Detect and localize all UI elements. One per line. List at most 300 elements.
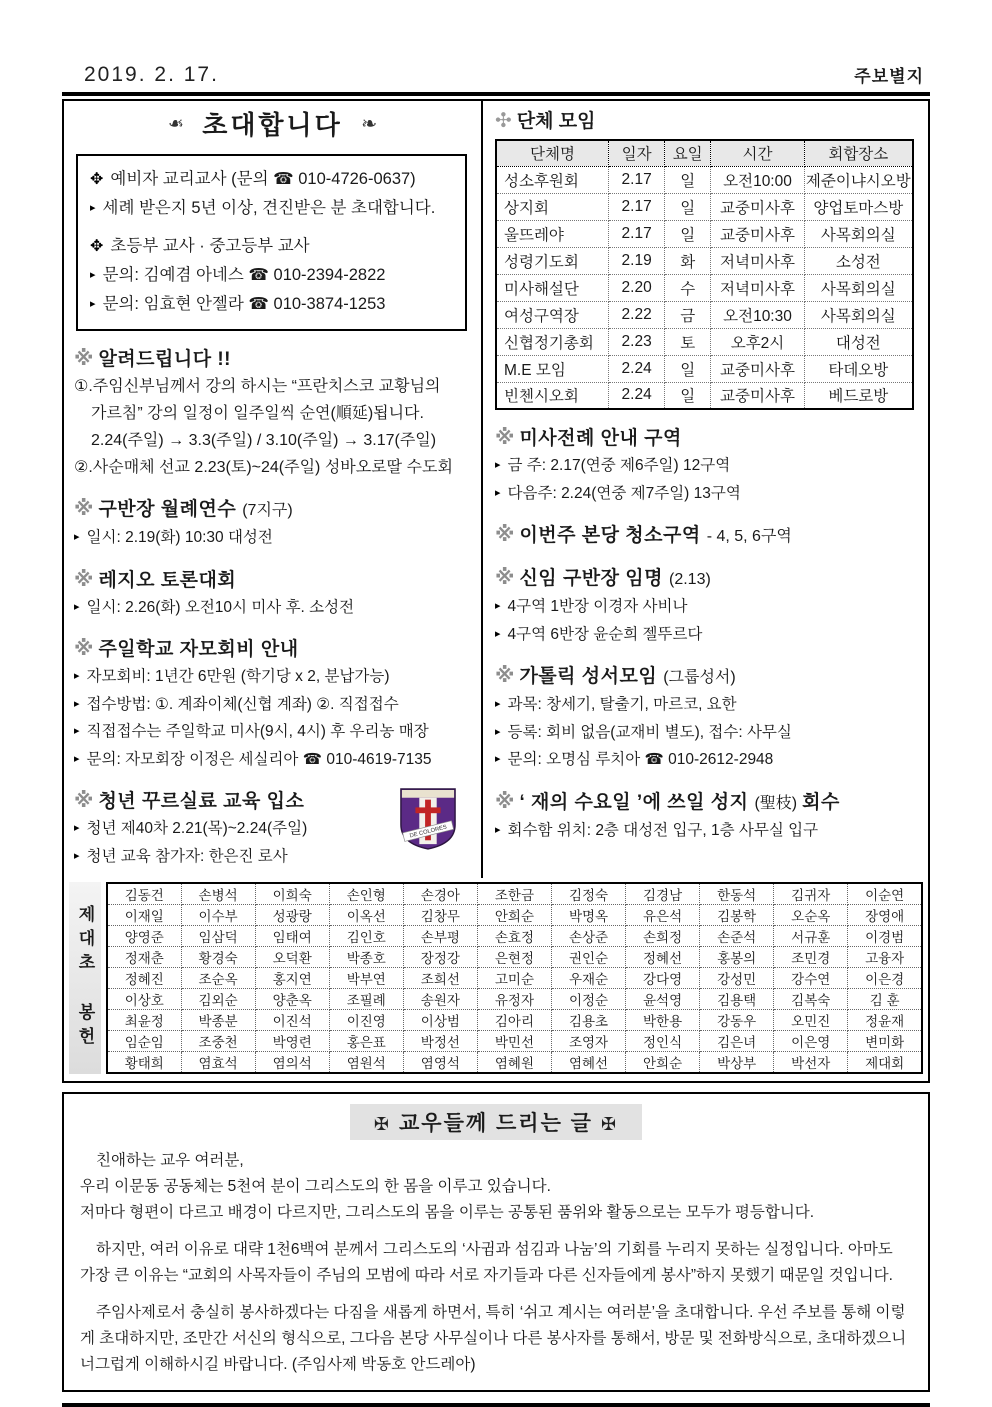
bullet-text: 회수함 위치: 2층 대성전 입구, 1층 사무실 입구 <box>507 821 819 839</box>
meetings-title: 단체 모임 <box>516 111 596 132</box>
table-cell: 김용택 <box>700 989 774 1010</box>
section-title: 가톨릭 성서모임 <box>519 666 658 687</box>
triangle-bullet-icon: ▸ <box>495 486 501 499</box>
table-cell: 이정순 <box>551 989 625 1010</box>
bullet-line <box>74 594 471 622</box>
table-cell: 김복숙 <box>774 989 848 1010</box>
letter-paragraph: 주임사제로서 충실히 봉사하겠다는 다짐을 새롭게 하면서, 특히 ‘쉬고 계시는 여러분’을 초대합니다. 우선 주보를 통해 이렇게 초대하지만, 조만간 서신의 형식으로, 그다음 본당 사무실이나 다른 봉사자를 통해서, 방문 및 전화방식으로, 초대하겠으니 너그럽게 이해하시길 바랍니다. (주임사제 박동호 안드레아) <box>80 1304 907 1373</box>
notice-line: 가르침” 강의 일정이 일주일씩 순연(順延)됩니다. <box>91 405 424 422</box>
triangle-bullet-icon: ▸ <box>90 298 96 310</box>
letter-paragraph: 하지만, 여러 이유로 대략 1천6백여 분께서 그리스도의 ‘사귐과 섬김과 나눔’의 기회를 누리지 못하는 실정입니다. 아마도 가장 큰 이유는 “교회의 사목자들이 주님의 모범에 따라 서로 자기들과 다른 신자들에게 봉사”하지 못했기 때문일 것입니다. <box>80 1241 893 1284</box>
table-cell: 이경범 <box>848 926 922 947</box>
table-cell: 양업토마스방 <box>804 193 912 220</box>
bullet-text: 다음주: 2.24(연중 제7주일) 13구역 <box>507 484 741 502</box>
reference-mark-icon: ※ <box>74 498 94 520</box>
table-cell: 임태여 <box>255 926 329 947</box>
table-cell: 일 <box>665 382 711 409</box>
table-row <box>496 247 913 274</box>
table-cell: 이희숙 <box>255 883 329 905</box>
table-row <box>496 301 913 328</box>
maltese-cross-icon: ✠ <box>600 1114 619 1134</box>
table-cell: 고융자 <box>848 947 922 968</box>
triangle-bullet-icon: ▸ <box>74 600 80 613</box>
column-header: 요일 <box>665 140 711 166</box>
bullet-text: 4구역 6반장 윤순희 젤뚜르다 <box>507 625 703 643</box>
table-cell: 조중천 <box>181 1031 255 1052</box>
table-cell: 김동건 <box>107 883 181 905</box>
letter-paragraph: 저마다 형편이 다르고 배경이 다르지만, 그리스도의 몸을 이루는 공통된 품위와 활동으로는 모두가 평등합니다. <box>80 1204 815 1221</box>
section-new-leaders <box>495 565 918 648</box>
table-cell: 손효정 <box>477 926 551 947</box>
table-cell: 일 <box>665 355 711 382</box>
invitation-box <box>76 154 467 331</box>
table-cell: 이상범 <box>403 1010 477 1031</box>
table-cell: 박한용 <box>626 1010 700 1031</box>
section-title: 레지오 토론대회 <box>98 569 237 591</box>
table-cell: 이재일 <box>107 905 181 926</box>
section-title: 구반장 월례연수 <box>98 499 237 520</box>
section-notice <box>74 346 471 481</box>
table-cell: 사목회의실 <box>804 301 912 328</box>
table-cell: 정인식 <box>626 1031 700 1052</box>
section-title: 알려드립니다 !! <box>98 349 232 370</box>
table-cell: 김외순 <box>181 989 255 1010</box>
bullet-text: 접수방법: ①. 계좌이체(신협 계좌) ②. 직접접수 <box>86 695 399 713</box>
table-cell: 임삼덕 <box>181 926 255 947</box>
table-cell: 손준석 <box>700 926 774 947</box>
table-cell: 이진석 <box>255 1010 329 1031</box>
table-cell: 이수부 <box>181 905 255 926</box>
bullet-line <box>74 691 471 719</box>
invitation-item-text: 초등부 교사 · 중고등부 교사 <box>110 237 310 255</box>
table-row <box>107 1052 922 1074</box>
triangle-bullet-icon: ▸ <box>74 752 80 765</box>
table-cell: 김인호 <box>329 926 403 947</box>
quatrefoil-cross-icon: ✣ <box>495 110 512 132</box>
table-cell: 제대회 <box>848 1052 922 1074</box>
table-cell: 김아리 <box>477 1010 551 1031</box>
bullet-line <box>495 593 918 621</box>
section-palm-collection <box>495 789 918 845</box>
table-cell: 미사해설단 <box>496 274 609 301</box>
column-header: 시간 <box>711 140 805 166</box>
table-cell: 오덕환 <box>255 947 329 968</box>
table-cell: 김용초 <box>551 1010 625 1031</box>
table-cell: 2.22 <box>609 301 665 328</box>
table-cell: 오전10:30 <box>711 301 805 328</box>
table-cell: 박종분 <box>181 1010 255 1031</box>
table-cell: 성령기도회 <box>496 247 609 274</box>
table-cell: 박상부 <box>700 1052 774 1074</box>
section-bible-group <box>495 663 918 774</box>
invitation-title: 초대합니다 <box>202 110 343 140</box>
table-cell: 이은영 <box>774 1031 848 1052</box>
table-cell: 박선자 <box>774 1052 848 1074</box>
table-cell: 소성전 <box>804 247 912 274</box>
table-cell: 이진영 <box>329 1010 403 1031</box>
triangle-bullet-icon: ▸ <box>74 697 80 710</box>
triangle-bullet-icon: ▸ <box>74 531 80 543</box>
table-cell: 임순임 <box>107 1031 181 1052</box>
table-cell: 정혜진 <box>107 968 181 989</box>
table-row <box>107 926 922 947</box>
table-cell: 유정자 <box>477 989 551 1010</box>
table-cell: 홍봉의 <box>700 947 774 968</box>
column-header: 일자 <box>609 140 665 166</box>
table-cell: 변미화 <box>848 1031 922 1052</box>
table-cell: 손희정 <box>626 926 700 947</box>
table-row <box>107 1010 922 1031</box>
table-cell: 오순옥 <box>774 905 848 926</box>
table-cell: 성광랑 <box>255 905 329 926</box>
table-cell: 2.24 <box>609 355 665 382</box>
reference-mark-icon: ※ <box>495 790 515 813</box>
section-mass-guide-zone <box>495 425 918 507</box>
table-cell: 조영자 <box>551 1031 625 1052</box>
table-cell: 금 <box>665 301 711 328</box>
triangle-bullet-icon: ▸ <box>74 849 80 862</box>
section-title: 청년 꾸르실료 교육 입소 <box>98 791 305 812</box>
bullet-line <box>495 719 918 747</box>
reference-mark-icon: ※ <box>495 427 515 449</box>
section-suffix: (2.13) <box>669 571 711 588</box>
table-cell: 수 <box>665 274 711 301</box>
table-cell: 서규훈 <box>774 926 848 947</box>
floral-ornament-icon: ❧ <box>361 114 378 135</box>
table-cell: 화 <box>665 247 711 274</box>
table-cell: 신협정기총회 <box>496 328 609 355</box>
table-row <box>496 328 913 355</box>
reference-mark-icon: ※ <box>74 790 94 812</box>
table-cell: 김정숙 <box>551 883 625 905</box>
column-header: 회합장소 <box>804 140 912 166</box>
bullet-line <box>495 817 918 845</box>
table-row <box>107 968 922 989</box>
table-row <box>107 1031 922 1052</box>
triangle-bullet-icon: ▸ <box>90 202 96 214</box>
table-cell: 조희선 <box>403 968 477 989</box>
table-row <box>496 220 913 247</box>
section-suffix: (그룹성서) <box>663 669 736 686</box>
table-cell: 손병석 <box>181 883 255 905</box>
header-double-rule <box>62 92 930 96</box>
triangle-bullet-icon: ▸ <box>495 459 501 471</box>
triangle-bullet-icon: ▸ <box>90 269 96 281</box>
invitation-item <box>90 290 457 319</box>
table-cell: 교중미사후 <box>711 220 805 247</box>
altar-offering-label-text: 제대초 봉헌 <box>75 905 95 1051</box>
table-cell: 토 <box>665 328 711 355</box>
table-cell: 오전10:00 <box>711 166 805 193</box>
triangle-bullet-icon: ▸ <box>495 627 501 640</box>
letter-section <box>62 1092 930 1392</box>
bullet-line <box>74 718 471 746</box>
table-cell: 조한금 <box>477 883 551 905</box>
table-cell: 사목회의실 <box>804 274 912 301</box>
reference-mark-icon: ※ <box>495 665 515 687</box>
table-cell: 정윤재 <box>848 1010 922 1031</box>
table-cell: 2.20 <box>609 274 665 301</box>
table-cell: 저녁미사후 <box>711 247 805 274</box>
table-cell: 일 <box>665 220 711 247</box>
diamond-cross-icon: ✥ <box>90 238 104 255</box>
table-cell: 베드로방 <box>804 382 912 409</box>
column-header: 단체명 <box>496 140 609 166</box>
invitation-item-text: 문의: 임효현 안젤라 ☎ 010-3874-1253 <box>102 295 386 313</box>
section-title: 미사전례 안내 구역 <box>519 428 682 449</box>
maltese-cross-icon: ✠ <box>373 1114 392 1134</box>
meetings-title-row <box>495 107 918 136</box>
table-cell: 상지회 <box>496 193 609 220</box>
table-cell: 고미순 <box>477 968 551 989</box>
invitation-item <box>90 165 457 194</box>
letter-paragraph: 우리 이문동 공동체는 5천여 분이 그리스도의 한 몸을 이루고 있습니다. <box>80 1178 551 1195</box>
letter-title-row <box>80 1104 912 1140</box>
bullet-line <box>74 524 471 552</box>
invitation-title-row <box>74 108 471 147</box>
svg-text:DE COLORES: DE COLORES <box>409 824 448 840</box>
cursillo-crest-icon <box>399 786 457 857</box>
table-row <box>107 989 922 1010</box>
table-cell: 윤석영 <box>626 989 700 1010</box>
table-cell: 한동석 <box>700 883 774 905</box>
reference-mark-icon: ※ <box>74 348 94 370</box>
bullet-text: 청년 교육 참가자: 한은진 로사 <box>86 847 288 865</box>
main-content-box <box>62 99 930 1083</box>
section-title: 이번주 본당 청소구역 <box>519 525 701 546</box>
table-cell: 박민선 <box>477 1031 551 1052</box>
table-cell: 김 훈 <box>848 989 922 1010</box>
table-cell: 박명옥 <box>551 905 625 926</box>
triangle-bullet-icon: ▸ <box>495 698 501 710</box>
table-cell: 염영석 <box>403 1052 477 1074</box>
table-cell: 정혜선 <box>626 947 700 968</box>
table-cell: 여성구역장 <box>496 301 609 328</box>
table-cell: M.E 모임 <box>496 355 609 382</box>
table-cell: 울뜨레야 <box>496 220 609 247</box>
invitation-item <box>90 261 457 290</box>
section-suffix: - 4, 5, 6구역 <box>706 528 792 545</box>
section-title: 주일학교 자모회비 안내 <box>98 639 299 660</box>
table-cell: 강성민 <box>700 968 774 989</box>
group-meetings-table <box>495 139 914 410</box>
table-cell: 빈첸시오회 <box>496 382 609 409</box>
two-column-area <box>64 101 928 878</box>
invitation-item <box>90 194 457 223</box>
table-cell: 권인순 <box>551 947 625 968</box>
section-title-end: 회수 <box>802 791 840 813</box>
bullet-text: 문의: 오명심 루치아 ☎ 010-2612-2948 <box>507 751 774 768</box>
table-cell: 염혜원 <box>477 1052 551 1074</box>
table-cell: 김귀자 <box>774 883 848 905</box>
table-cell: 박부연 <box>329 968 403 989</box>
table-cell: 일 <box>665 166 711 193</box>
right-column <box>483 101 928 878</box>
table-cell: 교중미사후 <box>711 382 805 409</box>
table-cell: 김창무 <box>403 905 477 926</box>
table-cell: 홍지연 <box>255 968 329 989</box>
table-cell: 손경아 <box>403 883 477 905</box>
altar-offering-names-table <box>106 882 923 1074</box>
table-cell: 안희순 <box>477 905 551 926</box>
table-cell: 일 <box>665 193 711 220</box>
triangle-bullet-icon: ▸ <box>495 823 501 836</box>
table-cell: 황태희 <box>107 1052 181 1074</box>
bullet-line <box>495 480 918 508</box>
bullet-text: 일시: 2.26(화) 오전10시 미사 후. 소성전 <box>86 598 355 616</box>
table-cell: 박종호 <box>329 947 403 968</box>
table-cell: 김은녀 <box>700 1031 774 1052</box>
table-cell: 장정강 <box>403 947 477 968</box>
table-cell: 성소후원회 <box>496 166 609 193</box>
bullet-text: 문의: 자모회장 이정은 세실리아 ☎ 010-4619-7135 <box>86 750 432 768</box>
table-cell: 박영련 <box>255 1031 329 1052</box>
table-cell: 양춘옥 <box>255 989 329 1010</box>
table-cell: 2.19 <box>609 247 665 274</box>
table-cell: 염의석 <box>255 1052 329 1074</box>
table-cell: 홍은표 <box>329 1031 403 1052</box>
table-cell: 교중미사후 <box>711 193 805 220</box>
reference-mark-icon: ※ <box>495 524 515 546</box>
section-legio-debate <box>74 567 471 622</box>
table-cell: 황경숙 <box>181 947 255 968</box>
letter-title-highlight <box>350 1104 642 1140</box>
table-cell: 2.23 <box>609 328 665 355</box>
table-cell: 유은석 <box>626 905 700 926</box>
triangle-bullet-icon: ▸ <box>495 753 501 765</box>
table-cell: 박정선 <box>403 1031 477 1052</box>
bullet-text: 자모회비: 1년간 6만원 (학기당 x 2, 분납가능) <box>86 668 390 685</box>
altar-offering-label <box>69 882 101 1074</box>
reference-mark-icon: ※ <box>74 568 94 591</box>
table-cell: 2.17 <box>609 166 665 193</box>
table-cell: 이순연 <box>848 883 922 905</box>
table-cell: 손부평 <box>403 926 477 947</box>
table-cell: 대성전 <box>804 328 912 355</box>
reference-mark-icon: ※ <box>74 638 94 660</box>
bottom-heavy-rule <box>62 1403 930 1407</box>
triangle-bullet-icon: ▸ <box>495 600 501 612</box>
triangle-bullet-icon: ▸ <box>74 822 80 834</box>
bullet-text: 4구역 1반장 이경자 사비나 <box>507 598 688 615</box>
bullet-line <box>495 452 918 480</box>
section-leaders-training <box>74 496 471 552</box>
table-cell: 양영준 <box>107 926 181 947</box>
section-suffix: (7지구) <box>242 502 293 519</box>
table-cell: 2.24 <box>609 382 665 409</box>
table-cell: 손인형 <box>329 883 403 905</box>
altar-offering-area <box>64 878 928 1081</box>
table-cell: 최윤정 <box>107 1010 181 1031</box>
table-cell: 은현정 <box>477 947 551 968</box>
bullet-text: 직접접수는 주일학교 미사(9시, 4시) 후 우리농 매장 <box>86 723 429 740</box>
section-title: ‘ 재의 수요일 ’에 쓰일 성지 <box>519 791 749 813</box>
table-cell: 염혜선 <box>551 1052 625 1074</box>
table-row <box>496 355 913 382</box>
section-sunday-school-fee <box>74 636 471 773</box>
invitation-item-text: 예비자 교리교사 (문의 ☎ 010-4726-0637) <box>110 170 416 188</box>
bullet-text: 금 주: 2.17(연중 제6주일) 12구역 <box>507 457 731 474</box>
table-cell: 조순옥 <box>181 968 255 989</box>
table-cell: 송원자 <box>403 989 477 1010</box>
diamond-cross-icon: ✥ <box>90 171 104 188</box>
table-cell: 제준이냐시오방 <box>804 166 912 193</box>
section-cursillo <box>74 788 471 870</box>
table-row <box>496 382 913 409</box>
header-date: 2019. 2. 17. <box>84 63 219 86</box>
table-cell: 강수연 <box>774 968 848 989</box>
letter-title: 교우들께 드리는 글 <box>399 1112 593 1135</box>
bullet-line <box>495 621 918 649</box>
bullet-line <box>495 691 918 719</box>
table-cell: 안희순 <box>626 1052 700 1074</box>
bullet-text: 과목: 창세기, 탈출기, 마르코, 요한 <box>507 696 737 713</box>
bullet-text: 등록: 회비 없음(교재비 별도), 접수: 사무실 <box>507 723 792 741</box>
triangle-bullet-icon: ▸ <box>74 725 80 737</box>
table-row <box>496 193 913 220</box>
table-cell: 2.17 <box>609 193 665 220</box>
table-row <box>107 883 922 905</box>
table-cell: 오민진 <box>774 1010 848 1031</box>
bullet-text: 청년 제40차 2.21(목)~2.24(주일) <box>86 820 308 837</box>
table-cell: 이은경 <box>848 968 922 989</box>
table-cell: 오후2시 <box>711 328 805 355</box>
table-cell: 김봉학 <box>700 905 774 926</box>
table-cell: 장영애 <box>848 905 922 926</box>
table-cell: 저녁미사후 <box>711 274 805 301</box>
bullet-text: 일시: 2.19(화) 10:30 대성전 <box>86 529 273 546</box>
table-cell: 염원석 <box>329 1052 403 1074</box>
table-cell: 타데오방 <box>804 355 912 382</box>
table-cell: 김경남 <box>626 883 700 905</box>
notice-line: ①.주임신부님께서 강의 하시는 “프란치스코 교황님의 <box>74 378 441 395</box>
table-cell: 강다영 <box>626 968 700 989</box>
table-row <box>496 166 913 193</box>
letter-paragraph: 친애하는 교우 여러분, <box>96 1152 244 1169</box>
floral-ornament-icon: ❧ <box>167 114 184 135</box>
table-cell: 이옥선 <box>329 905 403 926</box>
bullet-line <box>495 746 918 774</box>
table-cell: 우재순 <box>551 968 625 989</box>
invitation-item-text: 문의: 김예겸 아네스 ☎ 010-2394-2822 <box>102 266 386 284</box>
table-cell: 조민경 <box>774 947 848 968</box>
table-cell: 정재춘 <box>107 947 181 968</box>
invitation-item <box>90 232 457 261</box>
left-column <box>64 101 483 878</box>
notice-line: 2.24(주일) → 3.3(주일) / 3.10(주일) → 3.17(주일) <box>91 432 437 449</box>
table-row <box>496 274 913 301</box>
table-cell: 2.17 <box>609 220 665 247</box>
table-cell: 강동우 <box>700 1010 774 1031</box>
table-cell: 조필례 <box>329 989 403 1010</box>
table-row <box>107 947 922 968</box>
table-cell: 교중미사후 <box>711 355 805 382</box>
table-cell: 손상준 <box>551 926 625 947</box>
bulletin-label: 주보별지 <box>854 67 924 86</box>
table-cell: 이상호 <box>107 989 181 1010</box>
section-suffix: (聖枝) <box>754 794 798 812</box>
section-title: 신임 구반장 임명 <box>519 568 663 589</box>
section-cleaning-zone <box>495 522 918 550</box>
table-row <box>107 905 922 926</box>
reference-mark-icon: ※ <box>495 567 515 589</box>
table-cell: 사목회의실 <box>804 220 912 247</box>
triangle-bullet-icon: ▸ <box>74 670 80 682</box>
bullet-line <box>74 746 471 774</box>
page-header <box>62 62 930 92</box>
notice-line: ②.사순매체 선교 2.23(토)~24(주일) 성바오로딸 수도회 <box>74 459 453 476</box>
triangle-bullet-icon: ▸ <box>495 725 501 738</box>
